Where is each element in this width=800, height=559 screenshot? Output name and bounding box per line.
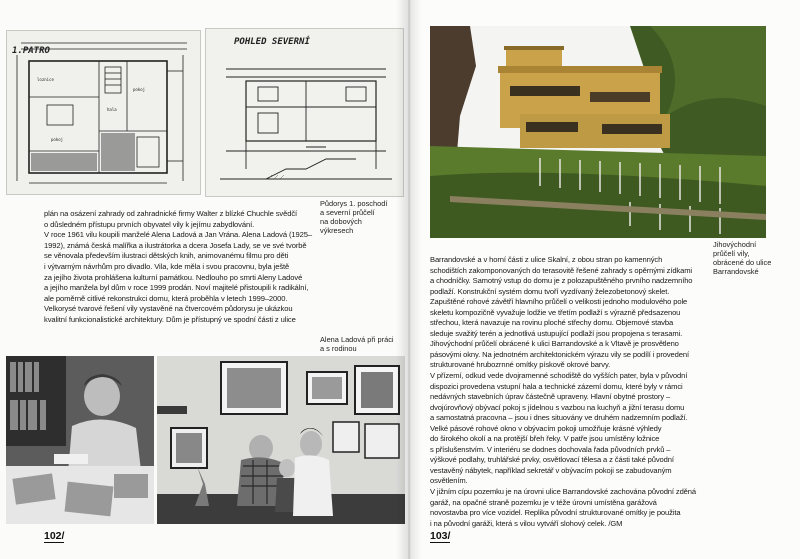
floor-plan-drawing bbox=[6, 30, 201, 195]
villa-facade-photo bbox=[430, 26, 766, 238]
text-line: podlaží. Konstrukční systém domu tvoří vyzdívaný železobetonový skelet. bbox=[430, 286, 670, 296]
artist-photo-svg bbox=[6, 356, 154, 524]
text-line: schodištích zakomponovaných do terasovitě řešené zahrady s opěrnými zídkami bbox=[430, 265, 692, 275]
page-number-left bbox=[44, 530, 64, 542]
caption-line: na dobových bbox=[320, 217, 362, 226]
family-photo-caption bbox=[320, 335, 405, 353]
text-line: výškové podlahy, truhlářské prvky, osvětlovací tělesa a z části také původní bbox=[430, 455, 674, 465]
text-line: s příslušenstvím. V interiéru se dodnes dochovala řada původních prvků – bbox=[430, 444, 671, 454]
text-line: kvalitní funkcionalistické architektury. Dům je přístupný ve spodní části z ulice bbox=[44, 314, 296, 324]
text-line: za jejího života prohlášena kulturní památkou. Nedlouho po smrti Aleny Ladové bbox=[44, 272, 303, 282]
elevation-drawing bbox=[205, 28, 404, 197]
text-line: a chodníčky. Samotný vstup do domu je z polozapuštěného prvního nadzemního bbox=[430, 276, 693, 286]
caption-line: a s rodinou bbox=[320, 344, 357, 353]
caption-line: obrácené do ulice bbox=[713, 258, 772, 267]
right-body-text bbox=[430, 255, 712, 529]
text-line: sleduje svažitý terén a jednotlivá ustupující podlaží jsou propojena s terasami. bbox=[430, 328, 683, 338]
caption-line: průčelí vily, bbox=[713, 249, 750, 258]
text-line: strukturované hrubozrnné omítky pískově okrové barvy. bbox=[430, 360, 611, 370]
text-line: se věnovala především ilustraci dětských knih, animovanému filmu pro děti bbox=[44, 251, 289, 261]
text-line: plán na osázení zahrady od zahradnické firmy Walter z blízké Chuchle svědčí bbox=[44, 209, 298, 218]
text-line: osvětlením. bbox=[430, 476, 468, 486]
text-line: o důsledném přístupu prvních obyvatel vily k jejímu zabydlování. bbox=[44, 219, 255, 229]
text-line: i výtvarným návrhům pro divadlo. Vila, kde měla i svou pracovnu, byla ještě bbox=[44, 261, 290, 271]
text-line: a samostatná pracovna – jsou i dnes situovány ve druhém nadzemním podlaží. bbox=[430, 413, 688, 423]
villa-photo-svg bbox=[430, 26, 766, 238]
elevation-svg bbox=[206, 29, 403, 196]
page-number-right bbox=[430, 530, 450, 542]
text-line: do širokého okolí a na protější břeh řeky. V patře jsou umístěny ložnice bbox=[430, 434, 660, 444]
family-photo bbox=[157, 356, 405, 524]
left-body-text bbox=[44, 209, 319, 326]
text-line: ale poměrně citlivé rekonstrukci domu, která proběhla v letech 1999–2000. bbox=[44, 293, 288, 303]
artist-working-photo bbox=[6, 356, 154, 524]
svg-text:hala: hala bbox=[107, 107, 117, 112]
text-line: skeletu kompozičně vyvažuje lodžie ve třetím podlaží s výrazně předsazenou bbox=[430, 307, 681, 317]
caption-line: Barrandovské bbox=[713, 267, 759, 276]
text-line: dispozici provedena vstupní hala a technické zázemí domu, které byly v rámci bbox=[430, 381, 683, 391]
text-line: garáž, na opačné straně pozemku je v téže úrovni umístěna garážová bbox=[430, 497, 657, 507]
text-line: pásovými okny. Na jednotném architektonickém výrazu vily se podílí i provedení bbox=[430, 349, 689, 359]
svg-text:pokoj: pokoj bbox=[51, 137, 64, 142]
drawings-caption bbox=[320, 199, 402, 235]
villa-photo-caption bbox=[713, 240, 797, 276]
text-line: Jihovýchodní průčelí obrácené k ulici Barrandovské a k Vltavě je prosvětleno bbox=[430, 339, 679, 349]
text-line: novostavba pro více vozidel. Replika původní strukturované omítky je použita bbox=[430, 508, 681, 518]
caption-line: Půdorys 1. poschodí bbox=[320, 199, 388, 208]
text-line: nedávných stavebních úprav částečně upraveny. Hlavní obytné prostory – bbox=[430, 392, 671, 402]
text-line: V roce 1961 vilu koupili manželé Alena Ladová a Jan Vrána. Alena Ladová (1925– bbox=[44, 230, 313, 240]
text-line: V jižním cípu pozemku je na úrovni ulice Barrandovské zachována původní zděná bbox=[430, 487, 696, 497]
text-line: dvojúrovňový obývací pokoj s jídelnou s vazbou na kuchyň a jižní terasu domu bbox=[430, 402, 685, 412]
right-page bbox=[408, 0, 800, 559]
floor-plan-label: 1.PATRO bbox=[12, 46, 50, 56]
text-line: 1992), známá česká malířka a ilustrátorka a dcera Josefa Lady, se ve své tvorbě bbox=[44, 240, 307, 250]
text-line: a jejího manžela byl dům v roce 1999 prodán. Noví majitelé přistoupili k radikální, bbox=[44, 283, 309, 293]
elevation-label: POHLED SEVERNÍ bbox=[234, 37, 310, 47]
book-gutter-shadow bbox=[396, 0, 422, 559]
text-line: střechou, která navazuje na rovinu ploché střechy domu. Objemové stavba bbox=[430, 318, 674, 328]
svg-text:pokoj: pokoj bbox=[133, 87, 146, 92]
text-line: Velké pásové rohové okno v obývacím pokoji umožňuje krásné výhledy bbox=[430, 423, 662, 433]
text-line: Zapuštěné rohové závětří hlavního průčelí o velikosti jednoho modulového pole bbox=[430, 297, 688, 307]
page-number-left-text: 102/ bbox=[44, 530, 65, 542]
caption-line: a severní průčelí bbox=[320, 208, 375, 217]
text-line: vestavěný nábytek, například sekretář v obývacím pokoji se zabudovaným bbox=[430, 465, 672, 475]
text-line: V přízemí, odkud vede dvojramenné schodiště do vyšších pater, byla v původní bbox=[430, 371, 688, 381]
text-line: Velkorysé tvarové řešení vily vystavěné na čtvercovém půdorysu je ukázkou bbox=[44, 304, 293, 314]
caption-line: výkresech bbox=[320, 226, 354, 235]
caption-line: Jihovýchodní bbox=[713, 240, 757, 249]
page-number-right-text: 103/ bbox=[430, 530, 451, 542]
text-line: Barrandovské a v horní části z ulice Skalní, z obou stran po kamenných bbox=[430, 255, 663, 264]
text-line: i na původní garáži, která s vilou vytváří slohový celek. /GM bbox=[430, 518, 623, 528]
family-photo-svg bbox=[157, 356, 405, 524]
caption-line: Alena Ladová při práci bbox=[320, 335, 394, 344]
svg-text:loznice: loznice bbox=[37, 77, 54, 82]
